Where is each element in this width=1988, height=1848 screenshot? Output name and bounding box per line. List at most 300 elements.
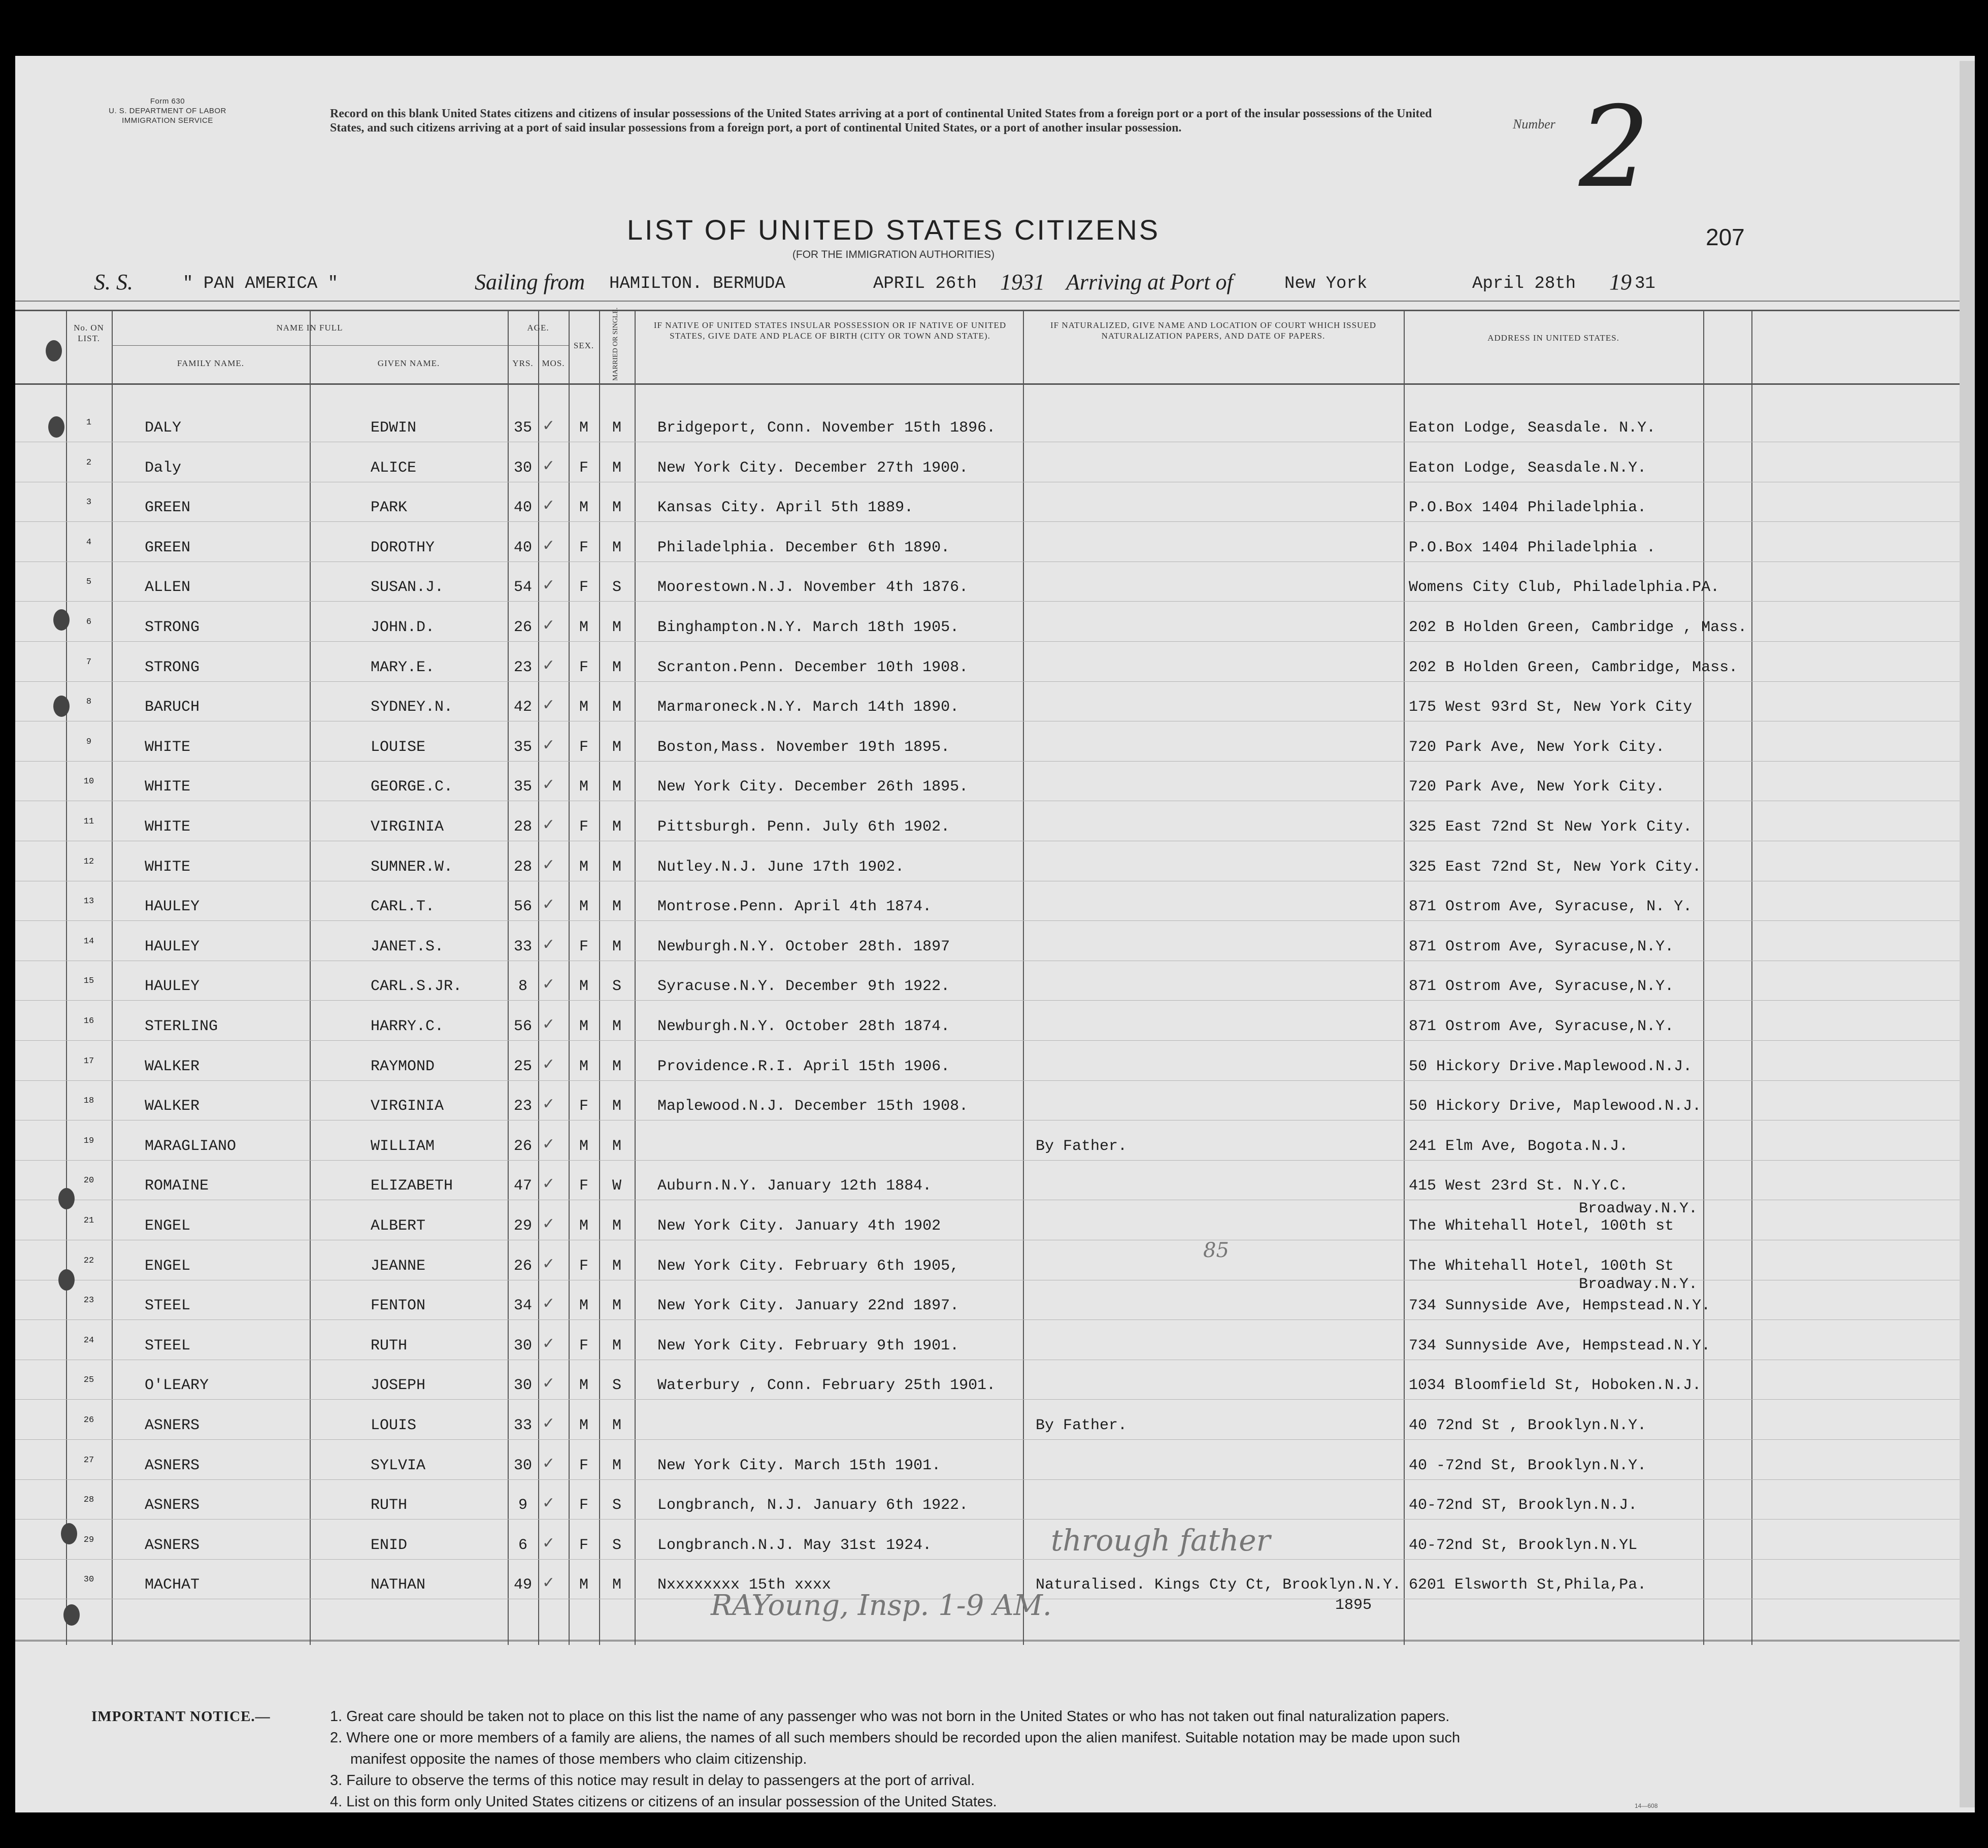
check-mark-icon: ✓ (542, 1534, 555, 1552)
cell-sex: M (579, 1576, 588, 1594)
arrival-date: April 28th (1472, 274, 1576, 293)
check-mark-icon: ✓ (542, 776, 555, 794)
cell-given: HARRY.C. (371, 1018, 444, 1035)
check-mark-icon: ✓ (542, 1255, 555, 1273)
cell-given: SUMNER.W. (371, 858, 453, 876)
number-label: Number (1513, 117, 1555, 131)
notice-item-2-cont: manifest opposite the names of those members who claim citizenship. (350, 1751, 807, 1767)
check-mark-icon: ✓ (542, 1215, 555, 1233)
cell-age: 30 (513, 1457, 532, 1474)
ship-name: " PAN AMERICA " (183, 274, 339, 293)
form-print-code: 14—608 (1635, 1802, 1658, 1809)
cell-ms: M (612, 419, 621, 437)
cell-family: ENGEL (145, 1257, 191, 1275)
row-rule (15, 1399, 1975, 1400)
check-mark-icon: ✓ (542, 816, 555, 834)
cell-family: BARUCH (145, 699, 200, 716)
check-mark-icon: ✓ (542, 1135, 555, 1153)
voyage-underline (15, 301, 1975, 302)
cell-birth: Providence.R.I. April 15th 1906. (657, 1058, 950, 1075)
cell-family: HAULEY (145, 898, 200, 916)
cell-ms: M (612, 1457, 621, 1474)
check-mark-icon: ✓ (542, 1095, 555, 1113)
cell-addr: The Whitehall Hotel, 100th st (1409, 1217, 1674, 1235)
cell-family: HAULEY (145, 978, 200, 996)
cell-family: WALKER (145, 1058, 200, 1075)
check-mark-icon: ✓ (542, 1414, 555, 1432)
cell-sex: M (579, 1377, 588, 1395)
col-divider (1703, 310, 1704, 1645)
cell-sex: M (579, 1137, 588, 1155)
table-bottom-rule (15, 1640, 1975, 1641)
check-mark-icon: ✓ (542, 1175, 555, 1193)
cell-age: 47 (513, 1177, 532, 1195)
cell-ms: M (612, 699, 621, 716)
cell-addr: 202 B Holden Green, Cambridge, Mass. (1409, 658, 1738, 676)
cell-birth: New York City. March 15th 1901. (657, 1457, 941, 1474)
check-mark-icon: ✓ (542, 736, 555, 754)
cell-age: 54 (513, 579, 532, 597)
cell-no: 3 (86, 498, 92, 508)
service-name: IMMIGRATION SERVICE (122, 116, 213, 125)
cell-birth: Bridgeport, Conn. November 15th 1896. (657, 419, 996, 437)
cell-family: WHITE (145, 738, 191, 756)
cell-birth: Syracuse.N.Y. December 9th 1922. (657, 978, 950, 996)
cell-given: GEORGE.C. (371, 778, 453, 796)
cell-birth: New York City. January 22nd 1897. (657, 1297, 959, 1315)
check-mark-icon: ✓ (542, 576, 555, 595)
cell-family: MARAGLIANO (145, 1137, 237, 1155)
cell-given: WILLIAM (371, 1137, 435, 1155)
cell-addr: Eaton Lodge, Seasdale. N.Y. (1409, 419, 1656, 437)
cell-sex: F (579, 1457, 588, 1474)
cell-family: ASNERS (145, 1417, 200, 1434)
check-mark-icon: ✓ (542, 1055, 555, 1073)
cell-given: DOROTHY (371, 539, 435, 556)
cell-no: 21 (83, 1216, 94, 1226)
cell-family: ALLEN (145, 579, 191, 597)
check-mark-icon: ✓ (542, 935, 555, 953)
cell-addr: 325 East 72nd St, New York City. (1409, 858, 1702, 876)
cell-no: 10 (83, 777, 94, 787)
cell-ms: M (612, 1098, 621, 1115)
cell-age: 40 (513, 539, 532, 556)
cell-ms: M (612, 1297, 621, 1315)
check-mark-icon: ✓ (542, 656, 555, 674)
cell-age: 25 (513, 1058, 532, 1075)
cell-family: ENGEL (145, 1217, 191, 1235)
cell-given: VIRGINIA (371, 818, 444, 836)
cell-ms: M (612, 658, 621, 676)
name-subheader-rule (112, 345, 508, 346)
row-rule (15, 681, 1975, 682)
cell-age: 26 (513, 1257, 532, 1275)
check-mark-icon: ✓ (542, 1374, 555, 1393)
cell-birth: Nutley.N.J. June 17th 1902. (657, 858, 905, 876)
notice-item-2: 2. Where one or more members of a family are aliens, the names of all such members should be recorded upon the alien manifest. Suitable notation may be made upon such (330, 1730, 1461, 1746)
cell-no: 2 (86, 457, 92, 468)
cell-sex: F (579, 1098, 588, 1115)
cell-given: NATHAN (371, 1576, 426, 1594)
cell-addr: 40-72nd St, Brooklyn.N.YL (1409, 1536, 1638, 1554)
row-rule (15, 1160, 1975, 1161)
cell-ms: S (612, 1377, 621, 1395)
check-mark-icon: ✓ (542, 417, 555, 435)
cell-sex: F (579, 818, 588, 836)
cell-birth: Scranton.Penn. December 10th 1908. (657, 658, 969, 676)
cell-no: 17 (83, 1056, 94, 1066)
cell-sex: F (579, 1177, 588, 1195)
cell-no: 6 (86, 617, 92, 627)
cell-addr: P.O.Box 1404 Philadelphia . (1409, 539, 1656, 556)
punch-hole (53, 696, 70, 717)
cell-no: 4 (86, 537, 92, 547)
col-header-given-name: GIVEN NAME. (377, 358, 440, 368)
row-rule (15, 920, 1975, 921)
cell-sex: F (579, 1497, 588, 1514)
cell-family: GREEN (145, 499, 191, 517)
check-mark-icon: ✓ (542, 696, 555, 714)
cell-sex: F (579, 1536, 588, 1554)
cell-birth: Philadelphia. December 6th 1890. (657, 539, 950, 556)
cell-ms: S (612, 1497, 621, 1514)
arrival-year: 31 (1635, 274, 1655, 293)
cell-ms: M (612, 738, 621, 756)
cell-ms: M (612, 1137, 621, 1155)
cell-age: 26 (513, 619, 532, 636)
row-rule (15, 1000, 1975, 1001)
cell-no: 8 (86, 697, 92, 707)
cell-family: WHITE (145, 778, 191, 796)
col-divider (1751, 310, 1752, 1645)
punch-hole (63, 1604, 80, 1626)
page-number: 207 (1706, 224, 1745, 250)
cell-addr: 871 Ostrom Ave, Syracuse, N. Y. (1409, 898, 1693, 916)
punch-hole (53, 609, 70, 631)
check-mark-icon: ✓ (542, 456, 555, 475)
cell-sex: F (579, 1337, 588, 1355)
col-divider (1404, 310, 1405, 1645)
cell-ms: M (612, 619, 621, 636)
departure-port: HAMILTON. BERMUDA (609, 274, 785, 293)
cell-birth: Newburgh.N.Y. October 28th 1874. (657, 1018, 950, 1035)
col-header-mos: MOS. (542, 358, 565, 368)
cell-birth: Boston,Mass. November 19th 1895. (657, 738, 950, 756)
punch-hole (48, 416, 64, 438)
cell-birth: Moorestown.N.J. November 4th 1876. (657, 579, 969, 597)
cell-sex: M (579, 699, 588, 716)
cell-birth: New York City. December 27th 1900. (657, 459, 969, 477)
cell-no: 1 (86, 418, 92, 427)
voyage-line (15, 269, 1975, 305)
cell-no: 9 (86, 737, 92, 747)
col-divider (635, 310, 636, 1645)
sailing-year: 1931 (1000, 270, 1045, 294)
cell-ms: S (612, 1536, 621, 1554)
cell-ms: M (612, 818, 621, 836)
cell-family: DALY (145, 419, 182, 437)
cell-no: 24 (83, 1335, 94, 1345)
cell-age: 23 (513, 658, 532, 676)
check-mark-icon: ✓ (542, 616, 555, 634)
cell-ms: M (612, 1337, 621, 1355)
row-rule (15, 1080, 1975, 1081)
cell-age: 9 (518, 1497, 527, 1514)
col-divider (310, 310, 311, 1645)
cell-no: 15 (83, 976, 94, 986)
row-rule (15, 1479, 1975, 1480)
sheet-edge (1960, 61, 1975, 1807)
col-header-address: ADDRESS IN UNITED STATES. (1487, 333, 1619, 343)
notice-heading: IMPORTANT NOTICE.— (91, 1708, 271, 1725)
cell-given: MARY.E. (371, 658, 435, 676)
row-rule (15, 1439, 1975, 1440)
cell-given: ENID (371, 1536, 408, 1554)
cell-age: 33 (513, 1417, 532, 1434)
cell-sex: M (579, 1297, 588, 1315)
row-rule (15, 601, 1975, 602)
cell-given: JEANNE (371, 1257, 426, 1275)
check-mark-icon: ✓ (542, 1015, 555, 1033)
cell-age: 35 (513, 738, 532, 756)
cell-no: 20 (83, 1176, 94, 1186)
check-mark-icon: ✓ (542, 855, 555, 874)
sailing-date: APRIL 26th (873, 274, 977, 293)
cell-sex: M (579, 1018, 588, 1035)
cell-sex: M (579, 858, 588, 876)
cell-sex: M (579, 1058, 588, 1075)
cell-no: 7 (86, 657, 92, 667)
cell-family: STERLING (145, 1018, 218, 1035)
cell-given: SYDNEY.N. (371, 699, 453, 716)
cell-addr-extra: Broadway.N.Y. (1579, 1200, 1698, 1217)
cell-addr: 50 Hickory Drive.Maplewood.N.J. (1409, 1058, 1693, 1075)
cell-ms: M (612, 539, 621, 556)
col-header-sex: SEX. (573, 341, 594, 350)
cell-birth: New York City. December 26th 1895. (657, 778, 969, 796)
cell-ms: M (612, 499, 621, 517)
cell-no: 13 (83, 897, 94, 907)
col-divider (112, 310, 113, 1645)
row-rule (15, 1040, 1975, 1041)
cell-family: WHITE (145, 858, 191, 876)
cell-birth: Kansas City. April 5th 1889. (657, 499, 914, 517)
cell-age: 30 (513, 1337, 532, 1355)
cell-ms: M (612, 1417, 621, 1434)
cell-given: JANET.S. (371, 938, 444, 955)
ss-label: S. S. (94, 270, 133, 294)
cell-no: 14 (83, 936, 94, 946)
cell-no: 30 (83, 1575, 94, 1585)
page-subtitle: (FOR THE IMMIGRATION AUTHORITIES) (792, 249, 995, 260)
cell-given: JOSEPH (371, 1377, 426, 1395)
passenger-table (15, 307, 1975, 1645)
cell-ms: M (612, 459, 621, 477)
age-subheader-rule (508, 345, 569, 346)
cell-addr: Womens City Club, Philadelphia.PA. (1409, 579, 1720, 597)
cell-ms: M (612, 1018, 621, 1035)
list-number-handwritten: 2 (1579, 82, 1650, 212)
cell-addr: 40 72nd St , Brooklyn.N.Y. (1409, 1417, 1647, 1434)
cell-sex: F (579, 938, 588, 955)
cell-addr: 1034 Bloomfield St, Hoboken.N.J. (1409, 1377, 1702, 1395)
cell-nat: By Father. (1036, 1417, 1128, 1434)
cell-birth: Nxxxxxxxx 15th xxxx (657, 1576, 832, 1594)
col-header-family-name: FAMILY NAME. (177, 358, 245, 368)
arriving-label: Arriving at Port of (1066, 270, 1233, 294)
cell-given: LOUIS (371, 1417, 417, 1434)
check-mark-icon: ✓ (542, 1494, 555, 1512)
cell-birth: Auburn.N.Y. January 12th 1884. (657, 1177, 932, 1195)
cell-ms: M (612, 858, 621, 876)
cell-sex: M (579, 898, 588, 916)
arrival-year-prefix: 19 (1609, 270, 1632, 294)
cell-birth: New York City. February 6th 1905, (657, 1257, 959, 1275)
cell-family: GREEN (145, 539, 191, 556)
handwritten-through-father: through father (1051, 1523, 1271, 1558)
col-header-married: MARRIED OR SINGLE. (612, 307, 619, 381)
cell-family: MACHAT (145, 1576, 200, 1594)
cell-family: STRONG (145, 619, 200, 636)
cell-addr: 202 B Holden Green, Cambridge , Mass. (1409, 619, 1747, 636)
cell-given: ALBERT (371, 1217, 426, 1235)
cell-nat: By Father. (1036, 1137, 1128, 1155)
cell-no: 25 (83, 1375, 94, 1385)
check-mark-icon: ✓ (542, 1334, 555, 1352)
cell-age: 35 (513, 419, 532, 437)
cell-no: 11 (83, 817, 94, 827)
cell-addr: 325 East 72nd St New York City. (1409, 818, 1693, 836)
cell-birth: New York City. February 9th 1901. (657, 1337, 959, 1355)
col-header-age: AGE. (527, 323, 549, 333)
cell-addr: 40 -72nd St, Brooklyn.N.Y. (1409, 1457, 1647, 1474)
punch-hole (46, 340, 62, 361)
cell-given: ALICE (371, 459, 417, 477)
page-title: LIST OF UNITED STATES CITIZENS (626, 214, 1161, 246)
cell-birth: Marmaroneck.N.Y. March 14th 1890. (657, 699, 959, 716)
cell-no: 26 (83, 1415, 94, 1425)
cell-no: 22 (83, 1256, 94, 1266)
cell-family: ROMAINE (145, 1177, 209, 1195)
cell-age: 40 (513, 499, 532, 517)
sailing-from-label: Sailing from (475, 270, 585, 294)
cell-ms: S (612, 978, 621, 996)
cell-family: Daly (145, 459, 182, 477)
cell-age: 49 (513, 1576, 532, 1594)
cell-age: 56 (513, 1018, 532, 1035)
check-mark-icon: ✓ (542, 497, 555, 515)
cell-ms: M (612, 898, 621, 916)
cell-addr: 175 West 93rd St, New York City (1409, 699, 1693, 716)
cell-ms: M (612, 1576, 621, 1594)
cell-no: 5 (86, 577, 92, 587)
cell-nat: Naturalised. Kings Cty Ct, Brooklyn.N.Y. (1036, 1576, 1402, 1594)
cell-birth: Maplewood.N.J. December 15th 1908. (657, 1098, 969, 1115)
cell-addr: 241 Elm Ave, Bogota.N.J. (1409, 1137, 1629, 1155)
cell-age: 26 (513, 1137, 532, 1155)
col-divider (1023, 310, 1024, 1645)
check-mark-icon: ✓ (542, 1454, 555, 1472)
row-rule (15, 1519, 1975, 1520)
cell-birth: Longbranch.N.J. May 31st 1924. (657, 1536, 932, 1554)
cell-no: 18 (83, 1096, 94, 1106)
cell-sex: M (579, 499, 588, 517)
check-mark-icon: ✓ (542, 896, 555, 914)
row-rule (15, 521, 1975, 522)
cell-addr: 871 Ostrom Ave, Syracuse,N.Y. (1409, 938, 1674, 955)
notice-item-3: 3. Failure to observe the terms of this notice may result in delay to passengers at the port of arrival. (330, 1772, 975, 1789)
notice-item-1: 1. Great care should be taken not to place on this list the name of any passenger who was not born in the United States or who has not taken out final naturalization papers. (330, 1708, 1450, 1725)
cell-addr: 720 Park Ave, New York City. (1409, 778, 1665, 796)
cell-no: 19 (83, 1136, 94, 1146)
cell-sex: F (579, 579, 588, 597)
cell-birth: Pittsburgh. Penn. July 6th 1902. (657, 818, 950, 836)
cell-ms: M (612, 778, 621, 796)
cell-addr: 734 Sunnyside Ave, Hempstead.N.Y. (1409, 1297, 1711, 1315)
cell-no: 29 (83, 1535, 94, 1545)
cell-addr: P.O.Box 1404 Philadelphia. (1409, 499, 1647, 517)
col-header-naturalized: IF NATURALIZED, GIVE NAME AND LOCATION OF COURT WHICH ISSUED NATURALIZATION PAPERS, AND DATE OF PAPERS. (1050, 320, 1376, 341)
cell-family: ASNERS (145, 1497, 200, 1514)
cell-family: STEEL (145, 1337, 191, 1355)
cell-addr-extra: Broadway.N.Y. (1579, 1275, 1698, 1293)
cell-given: CARL.S.JR. (371, 978, 462, 996)
cell-sex: F (579, 539, 588, 556)
cell-family: ASNERS (145, 1536, 200, 1554)
cell-given: SUSAN.J. (371, 579, 444, 597)
cell-addr: The Whitehall Hotel, 100th St (1409, 1257, 1674, 1275)
cell-age: 8 (518, 978, 527, 996)
cell-sex: F (579, 738, 588, 756)
arrival-port: New York (1284, 274, 1368, 293)
cell-age: 56 (513, 898, 532, 916)
cell-age: 30 (513, 1377, 532, 1395)
cell-age: 23 (513, 1098, 532, 1115)
cell-sex: F (579, 658, 588, 676)
cell-no: 28 (83, 1495, 94, 1505)
cell-given: FENTON (371, 1297, 426, 1315)
notice-item-4: 4. List on this form only United States citizens or citizens of an insular possession of the United States. (330, 1794, 997, 1810)
cell-given: RUTH (371, 1337, 408, 1355)
cell-addr: 734 Sunnyside Ave, Hempstead.N.Y. (1409, 1337, 1711, 1355)
cell-given: VIRGINIA (371, 1098, 444, 1115)
cell-family: ASNERS (145, 1457, 200, 1474)
punch-hole (58, 1188, 75, 1209)
cell-family: STRONG (145, 658, 200, 676)
cell-family: STEEL (145, 1297, 191, 1315)
cell-age: 30 (513, 459, 532, 477)
check-mark-icon: ✓ (542, 1295, 555, 1313)
cell-family: WHITE (145, 818, 191, 836)
cell-given: RUTH (371, 1497, 408, 1514)
form-number: Form 630 (150, 97, 185, 106)
cell-age: 33 (513, 938, 532, 955)
cell-ms: M (612, 938, 621, 955)
cell-age: 34 (513, 1297, 532, 1315)
form-instructions: Record on this blank United States citizens and citizens of insular possessions of the United States arriving at a port of continental United States from a foreign port or a port of the insular possessions of the United States, and such citizens arriving at a port of said insular possessions from a foreign port, a port of continental United States, or a port of another insular possession. (330, 107, 1432, 135)
cell-no: 12 (83, 856, 94, 867)
cell-age: 6 (518, 1536, 527, 1554)
table-top-rule (15, 310, 1975, 311)
cell-addr: 50 Hickory Drive, Maplewood.N.J. (1409, 1098, 1702, 1115)
cell-no: 27 (83, 1455, 94, 1465)
cell-addr: 871 Ostrom Ave, Syracuse,N.Y. (1409, 1018, 1674, 1035)
cell-addr: 871 Ostrom Ave, Syracuse,N.Y. (1409, 978, 1674, 996)
cell-addr: Eaton Lodge, Seasdale.N.Y. (1409, 459, 1647, 477)
cell-given: RAYMOND (371, 1058, 435, 1075)
cell-given: JOHN.D. (371, 619, 435, 636)
col-header-yrs: YRS. (512, 358, 534, 368)
